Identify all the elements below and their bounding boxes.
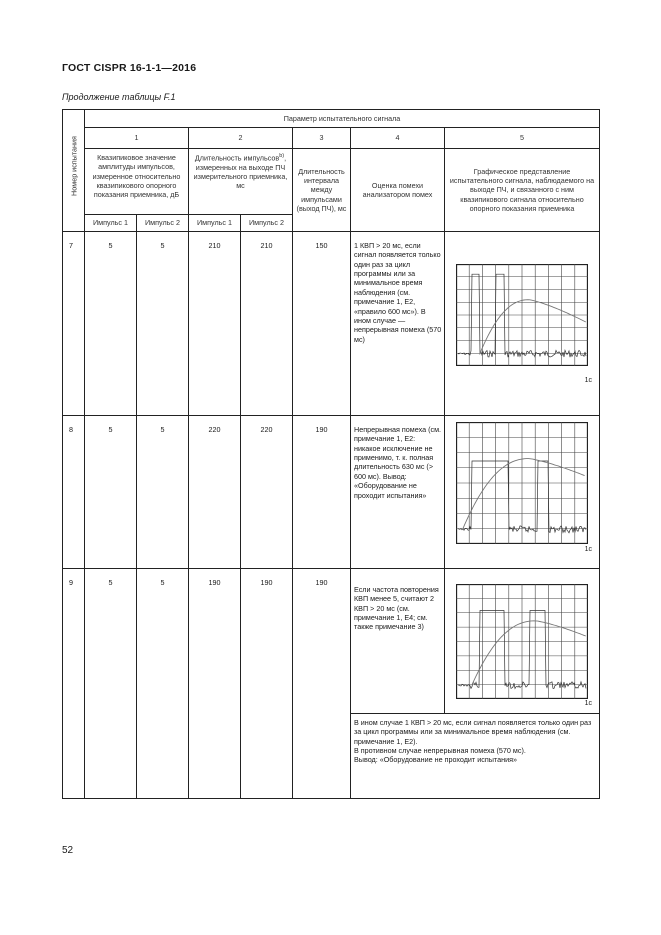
signal-graph (456, 264, 588, 366)
graph-time-label: 1с (584, 700, 593, 707)
test-signal-header: Параметр испытательного сигнала (85, 110, 600, 128)
column-number-2: 2 (189, 128, 293, 149)
test-number: 7 (63, 232, 85, 416)
duration-2: 220 (241, 416, 293, 569)
amplitude-2: 5 (137, 569, 189, 799)
column-number-1: 1 (85, 128, 189, 149)
assessment-note (351, 714, 600, 799)
col3-header: Длительность интервала между импульсами (выход ПЧ), мс (293, 149, 351, 232)
note-line: Вывод: «Оборудование не проходит испытания» (354, 755, 517, 765)
col1-header: Квазипиковое значение амплитуды импульсов, измеренное относительно квазипикового опорного показания приемника, дБ (85, 149, 189, 215)
col2-header: Длительность импульсов$^{b)}$, измеренных на выходе ПЧ измерительного приемника, мс (189, 149, 293, 215)
graph-time-label: 1с (584, 377, 593, 384)
table-caption: Продолжение таблицы F.1 (62, 92, 176, 102)
table-row (63, 416, 600, 569)
amplitude-2: 5 (137, 416, 189, 569)
table-row (63, 569, 600, 714)
amplitude-2: 5 (137, 232, 189, 416)
graph-cell (445, 416, 600, 569)
interval: 150 (293, 232, 351, 416)
assessment: Если частота повторения КВП менее 5, считают 2 КВП > 20 мс (см. примечание 1, Е4; см. также примечание 3) (351, 569, 445, 714)
sub-impulse-1: Импульс 1 (189, 215, 241, 232)
amplitude-1: 5 (85, 232, 137, 416)
interval: 190 (293, 416, 351, 569)
duration-2: 210 (241, 232, 293, 416)
graph-cell (445, 232, 600, 416)
assessment: Непрерывная помеха (см. примечание 1, Е2: никакое исключение не применимо, т. к. полная длительность 630 мс (> 600 мс). Вывод: «Оборудование не проходит испытания» (351, 416, 445, 569)
test-number: 8 (63, 416, 85, 569)
graph-grid (456, 584, 588, 699)
duration-1: 220 (189, 416, 241, 569)
amplitude-1: 5 (85, 569, 137, 799)
sub-impulse-2: Импульс 2 (137, 215, 189, 232)
test-table (62, 109, 600, 799)
column-number-5: 5 (445, 128, 600, 149)
duration-2: 190 (241, 569, 293, 799)
sub-impulse-1: Импульс 1 (85, 215, 137, 232)
column-number-3: 3 (293, 128, 351, 149)
col4-header: Оценка помехи анализатором помех (351, 149, 445, 232)
duration-1: 190 (189, 569, 241, 799)
table-row (63, 232, 600, 416)
column-number-4: 4 (351, 128, 445, 149)
interval: 190 (293, 569, 351, 799)
duration-1: 210 (189, 232, 241, 416)
graph-grid (456, 422, 588, 544)
note-line: В ином случае 1 КВП > 20 мс, если сигнал появляется только один раз за цикл программы или за минимальное время наблюдения (см. примечание 1, Е2). (354, 718, 592, 746)
document-title: ГОСТ CISPR 16-1-1—2016 (62, 62, 197, 74)
test-number: 9 (63, 569, 85, 799)
note-line: В противном случае непрерывная помеха (570 мс). (354, 746, 526, 756)
signal-graph (456, 584, 588, 699)
graph-grid (456, 264, 588, 366)
test-number-header: Номер испытания (63, 110, 85, 232)
amplitude-1: 5 (85, 416, 137, 569)
assessment: 1 КВП > 20 мс, если сигнал появляется только один раз за цикл программы или за минимальное время наблюдения (см. примечание 1, Е2, «правило 600 мс»). В ином случае — непрерывная помеха (570 мс) (351, 232, 445, 416)
graph-time-label: 1с (584, 546, 593, 553)
signal-graph (456, 422, 588, 544)
graph-cell (445, 569, 600, 714)
col5-header: Графическое представление испытательного сигнала, наблюдаемого на выходе ПЧ, и связанного с ним квазипикового сигнала относительно опорного показания приемника (445, 149, 600, 232)
page-number: 52 (62, 845, 74, 856)
sub-impulse-2: Импульс 2 (241, 215, 293, 232)
